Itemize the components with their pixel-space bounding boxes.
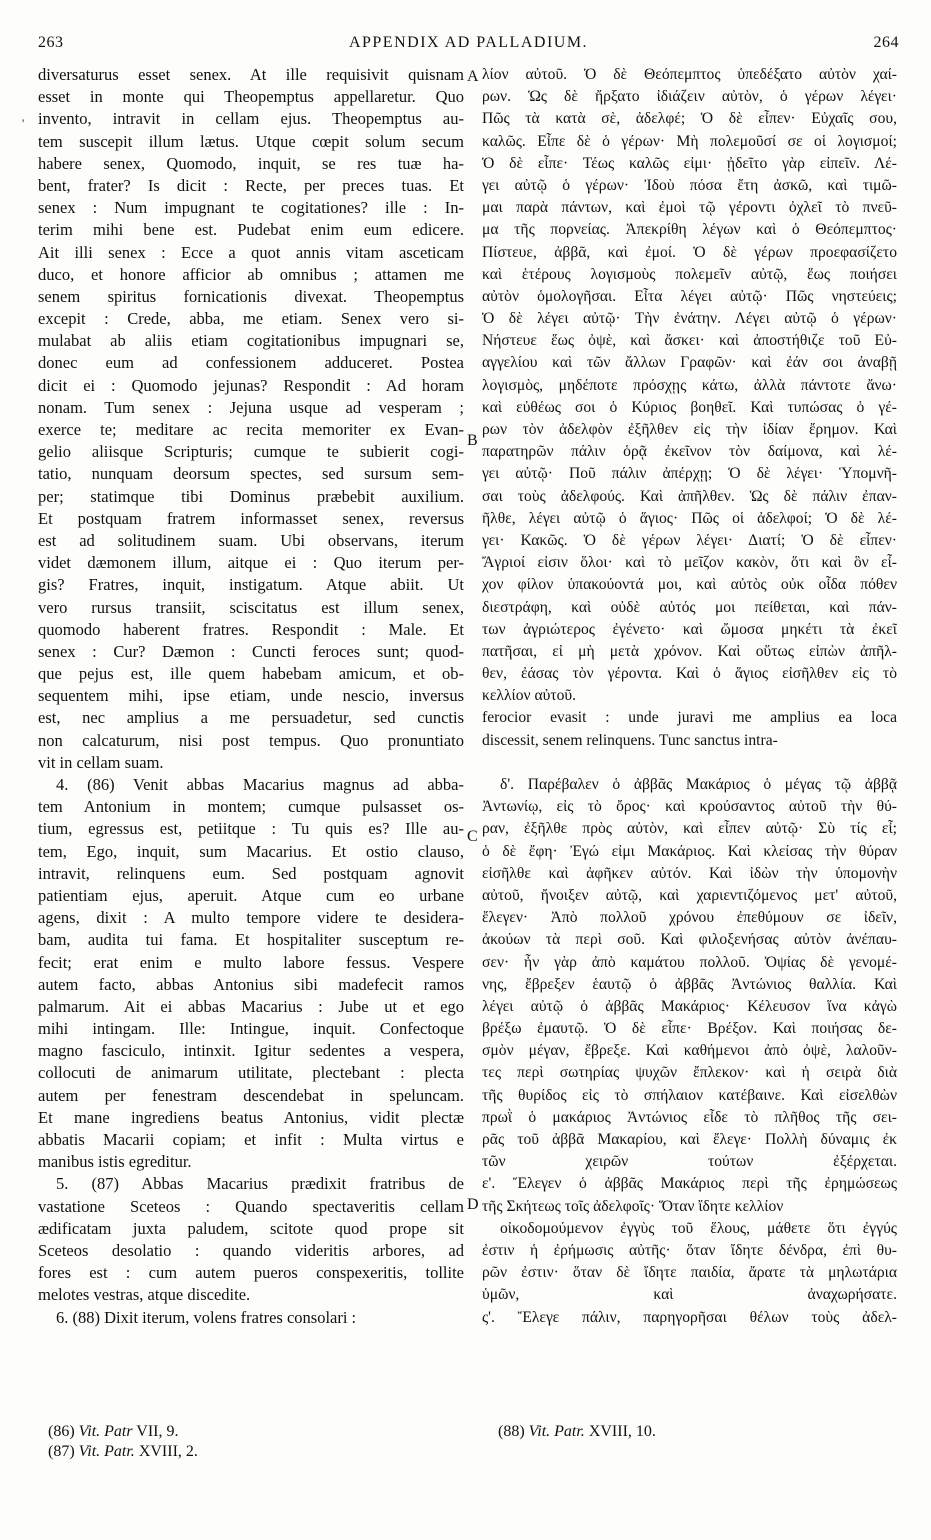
text-line: ρᾶς τοῦ ἀββᾶ Μακαρίου, καὶ ἔλεγε· Πολλὴ δύναμις ἐκ <box>482 1131 897 1148</box>
text-line: σεν· ἦν γὰρ ἀπὸ καμάτου πολλοῦ. Ὀψίας δὲ γενομέ- <box>482 953 897 971</box>
page-header <box>38 34 899 54</box>
text-line: Πῶς τὰ κατὰ σὲ, ἀδελφέ; Ὁ δὲ εἶπεν· Εὐχαῖς σου, <box>482 110 897 128</box>
text-line: ρων. Ὡς δὲ ἤρξατο ἰδιάζειν αὐτὸν, ὁ γέρων λέγει· <box>482 88 897 106</box>
text-line: mulabat ab aliis etiam cogitationibus impugnari se, <box>38 331 464 351</box>
text-line: collocuti de animarum utilitate, plectebant : plecta <box>38 1063 464 1083</box>
text-line: dicit ei : Quomodo jejunas? Respondit : Ad horam <box>38 375 464 395</box>
text-line: est ad solitudinem suam. Ubi observans, iterum <box>38 530 464 550</box>
text-line: αὐτὸν ὁμολογῆσαι. Εἶτα λέγει αὐτῷ· Πῶς νηστεύεις; <box>482 287 897 305</box>
text-line: θεν, ἐάσας τὸν γέροντα. Καὶ ὁ ἅγιος εἰσῆλθεν εἰς τὸ <box>482 665 897 683</box>
text-line: δ'. Παρέβαλεν ὁ ἀββᾶς Μακάριος ὁ μέγας τῷ ἀββᾷ <box>500 776 897 793</box>
text-line: νης, ἔβρεξεν ἑαυτῷ ὁ ἀββᾶς Ἀντώνιος θαλλία. Καὶ <box>482 975 897 993</box>
text-line: ἀκούων τὰ περὶ σοῦ. Καὶ φιλοξενήσας αὐτὸν ἀνέπαυ- <box>482 931 897 949</box>
text-line: πρωῒ ὁ μακάριος Ἀντώνιος εἶδε τὸ πλῆθος τῆς σει- <box>482 1108 897 1126</box>
text-line: 5. (87) Abbas Macarius prædixit fratribus de <box>56 1174 464 1194</box>
text-line: παρατηρῶν πάλιν ὁρᾷ ἐκεῖνον τὸν δαίμονα, καὶ λέ- <box>482 443 897 461</box>
text-line: Ἄγριοί εἰσιν ὅλοι· καὶ τὸ μεῖζον κακὸν, ὅτι καὶ ὃν εἶ- <box>482 554 897 572</box>
text-line: ς'. Ἔλεγε πάλιν, παρηγορῆσαι θέλων τοὺς ἀδελ- <box>482 1308 897 1326</box>
text-line: λέγει αὐτῷ ὁ ἀββᾶς Μακάριος· Κέλευσον ἵνα κἀγὼ <box>482 997 897 1015</box>
text-line: abbatis Macarii copiam; et infit : Multa virtus e <box>38 1130 464 1149</box>
text-line: Πίστευε, ἀββᾶ, καὶ ἐμοί. Ὁ δὲ γέρων προεφασίζετο <box>482 243 897 261</box>
text-line: καὶ ἑτέρους λογισμοὺς πολεμεῖν αὐτῷ, ἕως ποιήσει <box>482 265 897 283</box>
text-line: μα τῆς πορνείας. Ἀπεκρίθη λέγων καὶ ὁ Θεόπεμπτος· <box>482 221 897 239</box>
text-line: τῆς θυρίδος εἰς τὸ σπήλαιον κατέβαινε. Καὶ εἰσελθὼν <box>482 1086 897 1104</box>
text-line: Sceteos desolatio : quando videritis arbores, ad <box>38 1240 464 1260</box>
margin-letter-d: D <box>467 1196 479 1213</box>
text-line: ραν, ἐξῆλθε πρὸς αὐτὸν, καὶ εἶπεν αὐτῷ· Σὺ τίς εἶ; <box>482 820 897 838</box>
text-line: vero rursus transiit, sciscitatus est illum senex, <box>38 597 464 617</box>
text-line: σαι τοὺς ἀδελφούς. Καὶ ἀπῆλθεν. Ὡς δὲ πάλιν ἐπαν- <box>482 487 897 505</box>
text-line: Ἀντωνίῳ, εἰς τὸ ὄρος· καὶ κρούσαντος αὐτοῦ τὴν θύ- <box>482 798 897 816</box>
text-line: ferocior evasit : unde juravi me amplius ea loca <box>482 709 897 727</box>
text-line: οἰκοδομούμενον ἐγγὺς τοῦ ἕλους, μάθετε ὅτι ἐγγύς <box>500 1219 897 1237</box>
text-line: tatio, nunquam deorsum spectes, sed sursum sem- <box>38 464 464 484</box>
text-line: ε'. Ἔλεγεν ὁ ἀββᾶς Μακάριος περὶ τῆς ἐρημώσεως <box>482 1175 897 1193</box>
text-line: vastatione Sceteos : Quando spectaveritis cellam <box>38 1196 464 1216</box>
text-line: χον φίλον ὑπακούοντά μοι, καὶ αὐτὸς οὐκ οἶδα πόθεν <box>482 576 897 594</box>
text-line: Νήστευε ἕως ὀψὲ, καὶ ἄσκει· καὶ ἀποστήθιζε τοῦ Εὐ- <box>482 332 897 350</box>
text-line: διεστράφη, καὶ οὐδὲ αὐτός μοι πείθεται, καὶ πάν- <box>482 598 897 616</box>
margin-letter-c: C <box>467 828 478 845</box>
text-line: senem spiritus fornicationis divexat. Theopemptus <box>38 286 464 306</box>
text-line: τες περὶ σωτηρίας ψυχῶν ἔπλεκον· καὶ ἡ σειρὰ διὰ <box>482 1064 897 1082</box>
text-line: Et postquam fratrem informasset senex, reversus <box>38 508 464 528</box>
text-line: εἰσῆλθε καὶ ἀφῆκεν αὐτόν. Καὶ ἰδὼν τὴν ὑπομονὴν <box>482 864 897 882</box>
text-line: autem facto, abbas Antonius sibi madefecit ramos <box>38 974 464 994</box>
footnote: (88) Vit. Patr. XVIII, 10. <box>498 1423 656 1440</box>
text-line: Et mane ingrediens beatus Antonius, vidit plectæ <box>38 1107 464 1127</box>
text-line: τῶν χειρῶν τούτων ἐξέρχεται. <box>482 1153 897 1171</box>
text-line: fecit; erat enim e multo labore fessus. Vespere <box>38 952 464 972</box>
text-line: patientiam ejus, aperuit. Atque cum eo urbane <box>38 885 464 905</box>
text-line: palmarum. Ait ei abbas Macarius : Jube ut et ego <box>38 996 464 1016</box>
text-line: exerce te; meditare ac recita memoriter ex Evan- <box>38 420 464 439</box>
text-line: non calcaturum, nisi post tempus. Quo pronuntiato <box>38 730 464 750</box>
text-line: quomodo haberent fratres. Respondit : Male. Et <box>38 619 464 639</box>
text-line: que pejus est, ille quem habebam amicum, et ob- <box>38 664 464 684</box>
text-line: vit in cellam suam. <box>38 752 164 772</box>
text-line: tem suscepit illum lætus. Utque cœpit solum secum <box>38 131 464 151</box>
text-line: habere senex, Quomodo, inquit, se res tuæ ha- <box>38 153 464 173</box>
page-number-left: 263 <box>38 34 64 51</box>
text-line: 4. (86) Venit abbas Macarius magnus ad abba- <box>56 775 464 794</box>
text-line: tium, egressus est, petiitque : Tu quis es? Ille au- <box>38 819 464 839</box>
footnotes-left <box>48 1422 198 1462</box>
text-line: Ὁ δὲ λέγει αὐτῷ· Τὴν ἐνάτην. Λέγει αὐτῷ ὁ γέρων· <box>482 310 897 328</box>
text-line: fores est : cum autem pueros conspexeritis, tollite <box>38 1263 464 1283</box>
text-line: esset in monte qui Theopemptus appellaretur. Quo <box>38 87 464 107</box>
text-line: bent, frater? Is dicit : Recte, per preces tuas. Et <box>38 175 464 195</box>
text-line: senex : Num impugnant te cogitationes? ille : In- <box>38 198 464 218</box>
text-line: bam, audita tui fama. Et hospitaliter susceptum re- <box>38 930 464 950</box>
text-line: Ὁ δὲ εἶπε· Τέως καλῶς εἰμι· ᾐδεῖτο γὰρ εἰπεῖν. Λέ- <box>482 154 897 172</box>
greek-column <box>482 64 897 1329</box>
text-line: duco, et honore afficior ab omnibus ; attamen me <box>38 264 464 284</box>
text-line: ρῶν ἐστιν· ὅταν δὲ ἴδητε παιδία, ἄρατε τὰ μηλωτάρια <box>482 1264 897 1282</box>
text-line: discessit, senem relinquens. Tunc sanctus intra- <box>482 731 778 749</box>
text-line: autem per fenestram descendebat in speluncam. <box>38 1085 464 1105</box>
text-line: videt dæmonem illum, aitque ei : Quo iterum per- <box>38 553 464 573</box>
text-line: ρων τὸν ἀδελφὸν ἐξῆλθεν εἰς τὴν ἰδίαν ἔρημον. Καὶ <box>482 421 897 438</box>
text-line: tem Antonium in montem; cumque pulsasset os- <box>38 797 464 817</box>
text-line: γει αὐτῷ· Ποῦ πάλιν ἀπέρχῃ; Ὁ δὲ λέγει· Ὑπομνῆ- <box>482 465 897 483</box>
text-line: ῆλθε, λέγει αὐτῷ ὁ ἅγιος· Πῶς οἱ ἀδελφοί; Ὁ δὲ λέ- <box>482 509 897 527</box>
text-line: κελλίον αὐτοῦ. <box>482 687 577 705</box>
text-line: est, nec amplius a me persuadetur, sed cunctis <box>38 708 464 728</box>
text-line: Ait illi senex : Ecce a quot annis vitam asceticam <box>38 242 464 262</box>
text-line: τῆς Σκήτεως τοῖς ἀδελφοῖς· Ὅταν ἴδητε κελλίον <box>482 1197 784 1215</box>
footnotes-right <box>498 1422 656 1442</box>
text-line: excepit : Crede, abba, me etiam. Senex vero si- <box>38 309 464 329</box>
text-line: manibus istis egreditur. <box>38 1152 192 1172</box>
text-line: nonam. Tum senex : Jejuna usque ad vesperam ; <box>38 397 464 417</box>
text-line: ædificatam juxta paludem, scitote quod prope sit <box>38 1218 464 1238</box>
text-line: αγγελίου καὶ τῶν ἄλλων Γραφῶν· καὶ ἐάν σοι ἀναβῇ <box>482 354 897 372</box>
text-line: ἔλεγεν· Ἀπὸ πολλοῦ χρόνου ἐπεθύμουν σε ἰδεῖν, <box>482 909 897 927</box>
text-line: καὶ εὐθέως σοι ὁ Κύριος βοηθεῖ. Καὶ τυπώσας ὁ γέ- <box>482 398 897 416</box>
text-line: των ἀγριώτερος ἐγένετο· καὶ ὤμοσα μηκέτι τὰ ἐκεῖ <box>482 620 897 638</box>
footnote: (86) Vit. Patr VII, 9. <box>48 1423 179 1440</box>
text-line: per; statimque tibi Dominus præbebit auxilium. <box>38 486 464 506</box>
text-line: ὁ δὲ ἔφη· Ἐγώ εἰμι Μακάριος. Καὶ κλείσας τὴν θύραν <box>482 842 897 860</box>
text-line: magno fasciculo, intinxit. Igitur sedentes a vespera, <box>38 1041 464 1061</box>
margin-mark: ' <box>22 116 25 130</box>
text-line: λογισμὸς, μηδέποτε πρόσχῃς κάτω, ἀλλὰ πάντοτε ἄνω· <box>482 376 897 394</box>
text-line: ὑμῶν, καὶ ἀναχωρήσατε. <box>482 1286 897 1304</box>
text-line: sequentem mihi, ipse etiam, unde nescio, inversus <box>38 686 464 706</box>
text-line: μαι παρὰ πάντων, καὶ ἐμοὶ τῷ γέροντι ὀχλεῖ τὸ πνεῦ- <box>482 199 897 217</box>
footnote: (87) Vit. Patr. XVIII, 2. <box>48 1443 198 1460</box>
text-line: senex : Cur? Dæmon : Cuncti feroces sunt; quod- <box>38 641 464 661</box>
text-line: 6. (88) Dixit iterum, volens fratres consolari : <box>56 1307 357 1327</box>
text-line: melotes vestras, atque discedite. <box>38 1285 251 1305</box>
text-line: tem, Ego, inquit, sum Macarius. Et ostio clauso, <box>38 841 464 861</box>
text-line: αὐτοῦ, ἤνοιξεν αὐτῷ, καὶ χαριεντιζόμενος μετ' αὐτοῦ, <box>482 886 897 904</box>
text-line: σμὸν μέγαν, ἔβρεξε. Καὶ καθήμενοι ἀπὸ ὀψὲ, λαλοῦν- <box>482 1042 897 1060</box>
text-line: πατῆσαι, εἰ μὴ μετὰ χρόνον. Καὶ οὕτως εἰπὼν ἀπῆλ- <box>482 642 897 660</box>
margin-letter-b: B <box>467 432 478 449</box>
text-line: ἐστιν ἡ ἐρήμωσις αὐτῆς· ὅταν ἴδητε δένδρα, ἐπὶ θυ- <box>482 1241 897 1259</box>
text-line: intravit, relinquens eum. Sed postquam agnovit <box>38 863 464 883</box>
text-line: diversaturus esset senex. At ille requisivit quisnam <box>38 65 464 84</box>
text-line: terim mihi bene est. Pudebat enim eum edicere. <box>38 220 464 240</box>
text-line: λίον αὐτοῦ. Ὁ δὲ Θεόπεμπτος ὑπεδέξατο αὐτὸν χαί- <box>482 66 897 83</box>
page-number-right: 264 <box>873 34 899 51</box>
latin-column <box>38 64 464 1329</box>
text-line: γει αὐτῷ ὁ γέρων· Ἰδοὺ πόσα ἔτη ἀσκῶ, καὶ τιμῶ- <box>482 176 897 194</box>
text-line: gelio aliisque Scripturis; cumque te subierit cogi- <box>38 442 464 462</box>
text-line: mihi intingam. Ille: Intingue, inquit. Confectoque <box>38 1019 464 1039</box>
text-line: agens, dixit : A multo tempore videre te desidera- <box>38 908 464 928</box>
text-line: βρέξω ἐμαυτῷ. Ὁ δὲ εἶπε· Βρέξον. Καὶ ποιήσας δε- <box>482 1020 897 1038</box>
text-line: invento, intravit in cellam ejus. Theopemptus au- <box>38 109 464 129</box>
text-line: gis? Fratres, inquit, instigatum. Atque abiit. Ut <box>38 575 464 595</box>
text-line: καλῶς. Εἶπε δὲ ὁ γέρων· Μὴ πολεμοῦσί σε οἱ λογισμοί; <box>482 132 897 150</box>
margin-letter-a: A <box>467 68 479 85</box>
text-line: donec eum ad confessionem adduceret. Postea <box>38 353 464 373</box>
running-title: APPENDIX AD PALLADIUM. <box>348 34 589 51</box>
text-line <box>482 752 897 774</box>
text-line: γει· Κακῶς. Ὁ δὲ γέρων λέγει· Διατί; Ὁ δὲ εἶπεν· <box>482 531 897 549</box>
